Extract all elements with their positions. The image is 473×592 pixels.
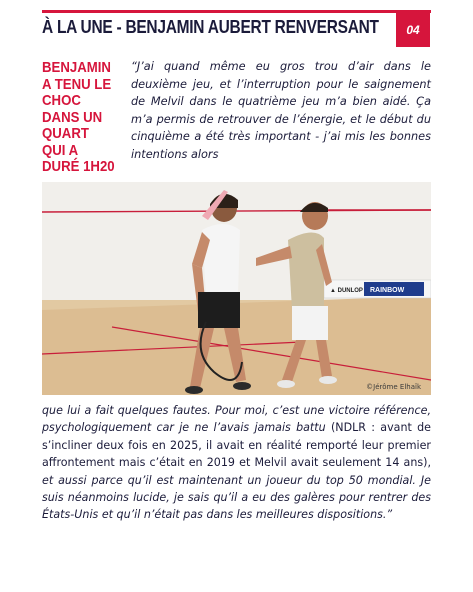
photo-illustration <box>42 182 431 395</box>
sponsor-rainbow: RAINBOW <box>370 287 405 294</box>
editor-note: (NDLR : avant de s’incliner deux fois en 2025, il avait en réalité remporté leur premier affrontement mais c’était en 2019 et Melvil avait seulement 14 ans), <box>42 421 431 470</box>
quote-continuation: que lui a fait quelques fautes. Pour moi, c’est une victoire référence, psychologiquement car je ne l’avais jamais battu <box>42 404 431 435</box>
intro-quote: “J’ai quand même eu gros trou d’air dans le deuxième jeu, et l’interruption pour le saignement de Melvil dans le quatrième jeu m’a bien aidé. Ça m’a permis de retrouver de l’énergie, et le début du cinquième a été très important - j’ai mis les bonnes intentions alors <box>131 60 431 161</box>
squash-match-photo <box>42 182 431 395</box>
body-paragraph <box>42 402 431 524</box>
page-number-badge: 04 <box>396 13 430 47</box>
quote-end: et aussi parce qu’il est maintenant un joueur du top 50 mondial. Je suis néanmoins lucide, je sais qu’il a eu des galères pour rentrer des États-Unis et qu’il n’était pas dans les meilleures dispositions.” <box>42 473 431 522</box>
header-rule <box>42 10 431 13</box>
page-title: À LA UNE - BENJAMIN AUBERT RENVERSANT <box>42 17 379 37</box>
photo-credit: ©Jérôme Elhaïk <box>366 383 421 391</box>
pull-quote: BENJAMIN A TENU LE CHOC DANS UN QUART QUI A DURÉ 1H20 <box>42 59 115 175</box>
sponsor-dunlop: ▲ DUNLOP <box>330 288 363 294</box>
